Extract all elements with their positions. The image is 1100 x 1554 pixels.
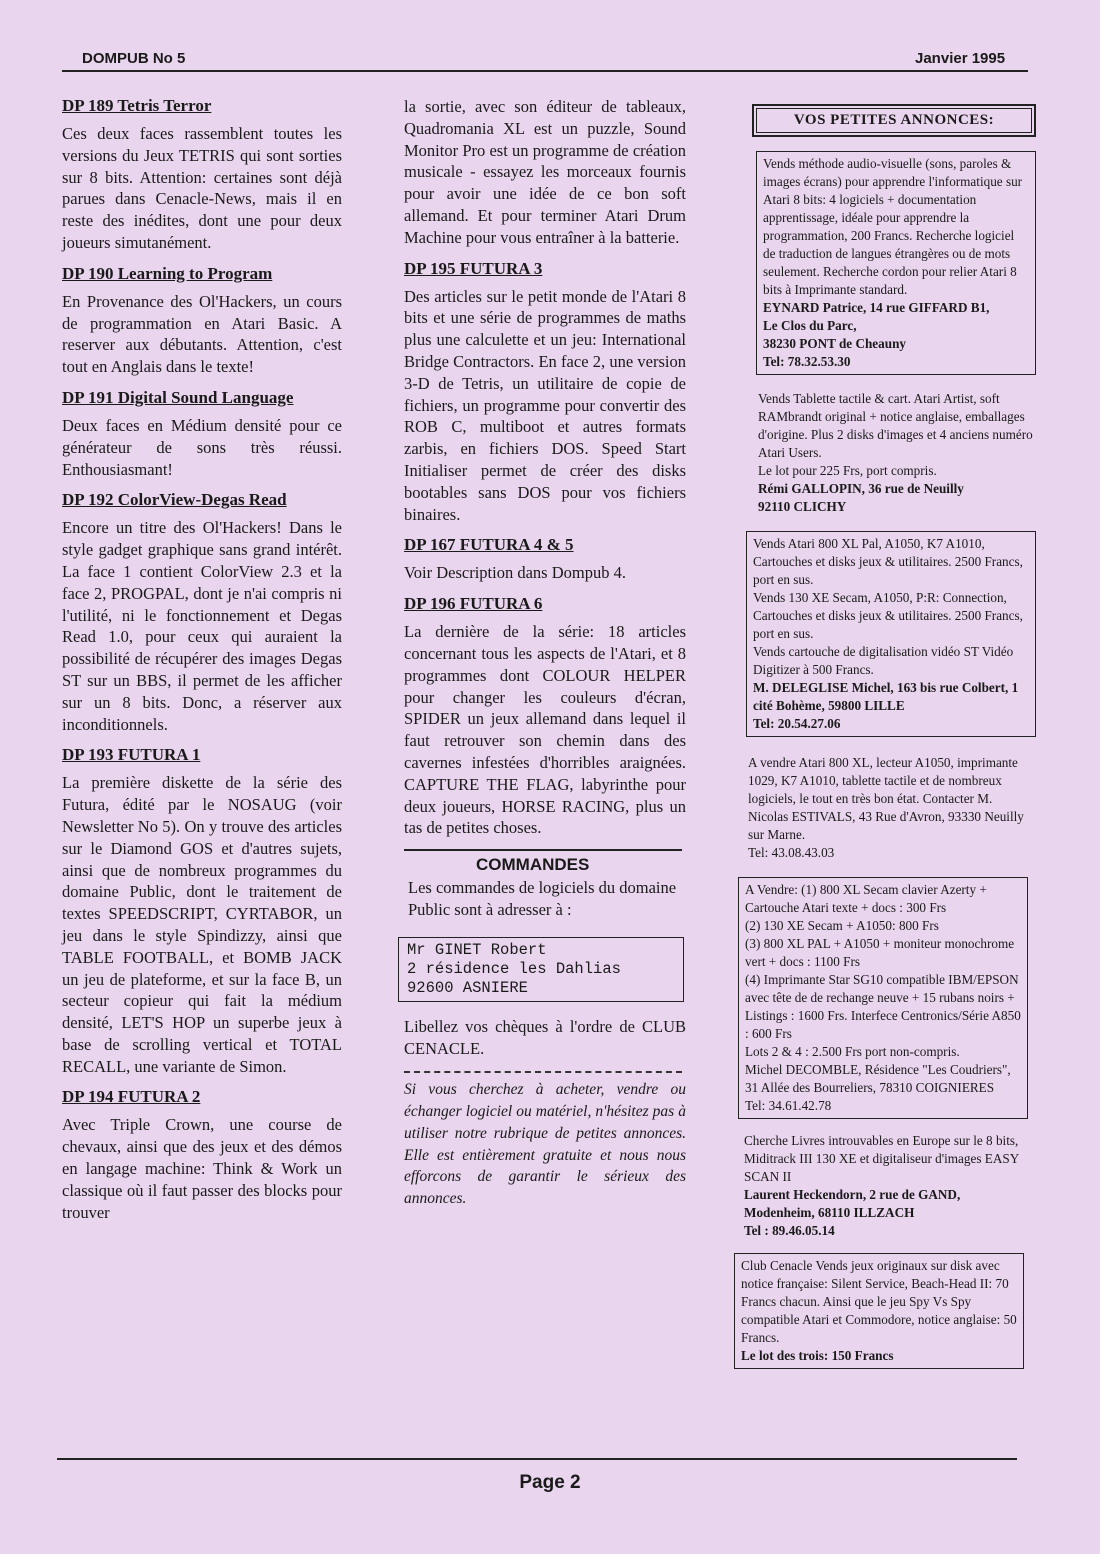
classified-ad bbox=[746, 531, 1036, 737]
ad-text: (3) 800 XL PAL + A1050 + moniteur monochrome vert + docs : 1100 Frs bbox=[745, 936, 1015, 969]
ad-price: Le lot des trois: 150 Francs bbox=[741, 1348, 894, 1363]
article-body: Ces deux faces rassemblent toutes les versions du Jeux TETRIS qui sont sorties sur 8 bits. Attention: certaines sont déjà parues dans Cenacle-News, mais il en reste des inédites, dont une pour deux joueurs simutanément. bbox=[62, 124, 342, 252]
address-line: Mr GINET Robert bbox=[407, 940, 547, 959]
ad-text: Cherche Livres introuvables en Europe sur le 8 bits, Miditrack III 130 XE et digitaliseur d'images EASY SCAN II bbox=[744, 1133, 1019, 1184]
article-title: DP 192 ColorView-Degas Read bbox=[62, 490, 287, 510]
ad-phone: Tel: 34.61.42.78 bbox=[745, 1098, 832, 1113]
article-body: La première diskette de la série des Futura, édité par le NOSAUG (voir Newsletter No 5). On y trouve des articles sur le Diamond GOS et d'autres sujets, ainsi que de nombreux programmes du domaine Public, dont le traitement de textes SPEEDSCRIPT, CYRTABOR, un jeu dans le style Spindizzy, ainsi que TABLE FOOTBALL, et BOMB JACK un jeu de plateforme, et sur la face B, un secteur copieur qui fait la médium densité, LET'S HOP un superbe jeux à base de scrolling vertical et TOTAL RECALL, une variante de Simon. bbox=[62, 773, 342, 1076]
ad-phone: Tel: 20.54.27.06 bbox=[753, 716, 841, 731]
article-body: la sortie, avec son éditeur de tableaux, Quadromania XL est un puzzle, Sound Monitor Pro est un programme de création musicale - essayez les morceaux fournis pour avoir une idée de ce bon soft allemand. Et pour terminer Atari Drum Machine pour vous entraîner à la batterie. bbox=[404, 97, 686, 247]
article-body: Avec Triple Crown, une course de chevaux, ainsi que des jeux et des démos en langage machine: Think & Work un classique où il faut passer des blocks pour trouver bbox=[62, 1115, 342, 1222]
cheque-instructions: Libellez vos chèques à l'ordre de CLUB CENACLE. bbox=[404, 1016, 686, 1058]
ad-text: (4) Imprimante Star SG10 compatible IBM/EPSON avec tête de de rechange neuve + 15 rubans noirs + Listings : 1600 Frs. Interfece Centronics/Série A850 : 600 Frs bbox=[745, 972, 1021, 1041]
article-title: DP 193 FUTURA 1 bbox=[62, 745, 201, 765]
article-body: Encore un titre des Ol'Hackers! Dans le style gadget graphique sans grand intérêt. La face 1 contient ColorView 2.3 et la face 2, PROGPAL, dont je n'ai compris ni l'utilité, ni le fonctionnement et Degas Read 1.0, pour ceux qui auraient la possibilité de récupérer des images Degas ST sur un BBS, il permet de les afficher sur un 8 bits. Donc, a réserver aux inconditionnels. bbox=[62, 518, 342, 734]
ad-text: Club Cenacle Vends jeux originaux sur disk avec notice française: Silent Service, Beach-Head II: 70 Francs chacun. Ainsi que le jeu Spy Vs Spy compatible Atari et Commodore, notice anglaise: 50 Francs. bbox=[741, 1258, 1017, 1345]
ad-text: A vendre Atari 800 XL, lecteur A1050, imprimante 1029, K7 A1010, tablette tactile et de nombreux logiciels, le tout en très bon état. Contacter M. Nicolas ESTIVALS, 43 Rue d'Avron, 93330 Neuilly sur Marne. bbox=[748, 755, 1024, 842]
address-line: 2 résidence les Dahlias bbox=[407, 959, 621, 978]
article bbox=[62, 388, 342, 480]
article-body: En Provenance des Ol'Hackers, un cours de programmation en Atari Basic. A reserver aux débutants. Attention, c'est tout en Anglais dans le texte! bbox=[62, 291, 342, 377]
article-body: Deux faces en Médium densité pour ce générateur de sons très réussi. Enthousiasmant! bbox=[62, 415, 342, 479]
ad-contact: EYNARD Patrice, 14 rue GIFFARD B1, bbox=[763, 300, 990, 315]
article bbox=[62, 1087, 342, 1223]
commandes-text: Les commandes de logiciels du domaine Public sont à adresser à : bbox=[408, 878, 677, 919]
ad-text: Lots 2 & 4 : 2.500 Frs port non-compris. bbox=[745, 1044, 960, 1059]
column-1 bbox=[62, 96, 342, 1233]
annonces-note: Si vous cherchez à acheter, vendre ou échanger logiciel ou matériel, n'hésitez pas à utiliser notre rubrique de petites annonces. Elle est entièrement gratuite et nous nous efforcons de garantir le sérieux des annonces. bbox=[404, 1081, 686, 1208]
ad-contact: Michel DECOMBLE, Résidence "Les Coudriers", 31 Allée des Bourreliers, 78310 COIGNIERES bbox=[745, 1062, 1011, 1095]
article-title: DP 190 Learning to Program bbox=[62, 263, 273, 283]
footer-rule bbox=[57, 1458, 1017, 1460]
article-body: La dernière de la série: 18 articles concernant tous les aspects de l'Atari, et 8 programmes dont COLOUR HELPER pour changer les couleurs d'écran, SPIDER un jeux allemand dans lequel il faut retrouver son chemin dans des cavernes infestées d'horribles araignées. CAPTURE THE FLAG, labyrinthe pour deux joueurs, HORSE RACING, plus un tas de petites choses. bbox=[404, 622, 686, 838]
article-body: Voir Description dans Dompub 4. bbox=[404, 563, 626, 583]
article bbox=[62, 745, 342, 1077]
article-title: DP 196 FUTURA 6 bbox=[404, 594, 543, 614]
annonces-title-box bbox=[752, 104, 1036, 137]
address-line: 92600 ASNIERE bbox=[407, 978, 528, 997]
article-title: DP 191 Digital Sound Language bbox=[62, 387, 294, 407]
ad-contact: M. DELEGLISE Michel, 163 bis rue Colbert, 1 cité Bohème, 59800 LILLE bbox=[753, 680, 1019, 713]
article-title: DP 194 FUTURA 2 bbox=[62, 1087, 201, 1107]
ad-text: Vends 130 XE Secam, A1050, P:R: Connection, Cartouches et disks jeux & utilitaires. 2500 Francs, port en sus. bbox=[753, 590, 1023, 641]
order-address bbox=[398, 937, 684, 1002]
article bbox=[404, 259, 686, 526]
classified-ad bbox=[752, 387, 1042, 519]
article bbox=[62, 490, 342, 735]
article-title: DP 167 FUTURA 4 & 5 bbox=[404, 535, 574, 555]
ad-contact: Le Clos du Parc, bbox=[763, 318, 857, 333]
ad-text: (2) 130 XE Secam + A1050: 800 Frs bbox=[745, 918, 939, 933]
article-title: DP 189 Tetris Terror bbox=[62, 96, 212, 115]
ad-contact: Laurent Heckendorn, 2 rue de GAND, Modenheim, 68110 ILLZACH bbox=[744, 1187, 961, 1220]
dashed-divider bbox=[404, 1071, 682, 1073]
header-date: Janvier 1995 bbox=[915, 50, 1006, 67]
page-number: Page 2 bbox=[519, 1472, 581, 1493]
classified-ad bbox=[742, 751, 1032, 865]
ad-contact: 38230 PONT de Cheauny bbox=[763, 336, 907, 351]
classified-ad bbox=[734, 1253, 1024, 1369]
ad-text: Vends Atari 800 XL Pal, A1050, K7 A1010, Cartouches et disks jeux & utilitaires. 2500 Francs, port en sus. bbox=[753, 536, 1023, 587]
ad-phone: Tel : 89.46.05.14 bbox=[744, 1223, 835, 1238]
ad-text: A Vendre: (1) 800 XL Secam clavier Azerty + Cartouche Atari texte + docs : 300 Frs bbox=[745, 882, 987, 915]
ad-text: Vends cartouche de digitalisation vidéo ST Vidéo Digitizer à 500 Francs. bbox=[753, 644, 1014, 677]
column-3 bbox=[738, 104, 1038, 1369]
article bbox=[404, 594, 686, 839]
ad-text: Vends méthode audio-visuelle (sons, paroles & images écrans) pour apprendre l'informatique sur Atari 8 bits: 4 logiciels + documentation apprentissage, idéale pour apprendre la programmation, 200 Francs. Recherche logiciel de traduction de langues étrangères ou de mots seulement. Recherche cordon pour relier Atari 8 bits à Imprimante standard. bbox=[763, 156, 1023, 297]
classified-ad bbox=[738, 1129, 1028, 1243]
ad-contact: 92110 CLICHY bbox=[758, 499, 847, 514]
annonces-title: VOS PETITES ANNONCES: bbox=[756, 108, 1032, 133]
article bbox=[62, 264, 342, 378]
ad-phone: Tel: 43.08.43.03 bbox=[748, 845, 835, 860]
ad-price: Le lot pour 225 Frs, port compris. bbox=[758, 463, 937, 478]
commandes-rule bbox=[404, 849, 682, 851]
article-continuation bbox=[404, 96, 686, 249]
ad-contact: Rémi GALLOPIN, 36 rue de Neuilly bbox=[758, 481, 964, 496]
ad-phone: Tel: 78.32.53.30 bbox=[763, 354, 851, 369]
commandes-title: COMMANDES bbox=[476, 855, 590, 875]
header-title: DOMPUB No 5 bbox=[82, 50, 186, 67]
article bbox=[404, 535, 686, 584]
article bbox=[62, 96, 342, 254]
article-body: Des articles sur le petit monde de l'Atari 8 bits et une série de programmes de maths plus une calculette et un jeu: International Bridge Contractors. En face 2, une version 3-D de Tetris, un utilitaire de copie de fichiers, un programme pour convertir des ROB C, multiboot et autres formats zarbis, en fichiers DOS. Speed Start Initialiser permet de créer des disks bootables sans DOS pour vos fichiers binaires. bbox=[404, 286, 686, 524]
column-2 bbox=[404, 96, 686, 1210]
classified-ad bbox=[738, 877, 1028, 1119]
article-title: DP 195 FUTURA 3 bbox=[404, 258, 543, 278]
classified-ad bbox=[756, 151, 1036, 375]
ad-text: Vends Tablette tactile & cart. Atari Artist, soft RAMbrandt original + notice anglaise, emballages d'origine. Plus 2 disks d'images et 4 anciens numéro Atari Users. bbox=[758, 391, 1033, 460]
header-rule bbox=[62, 70, 1028, 72]
